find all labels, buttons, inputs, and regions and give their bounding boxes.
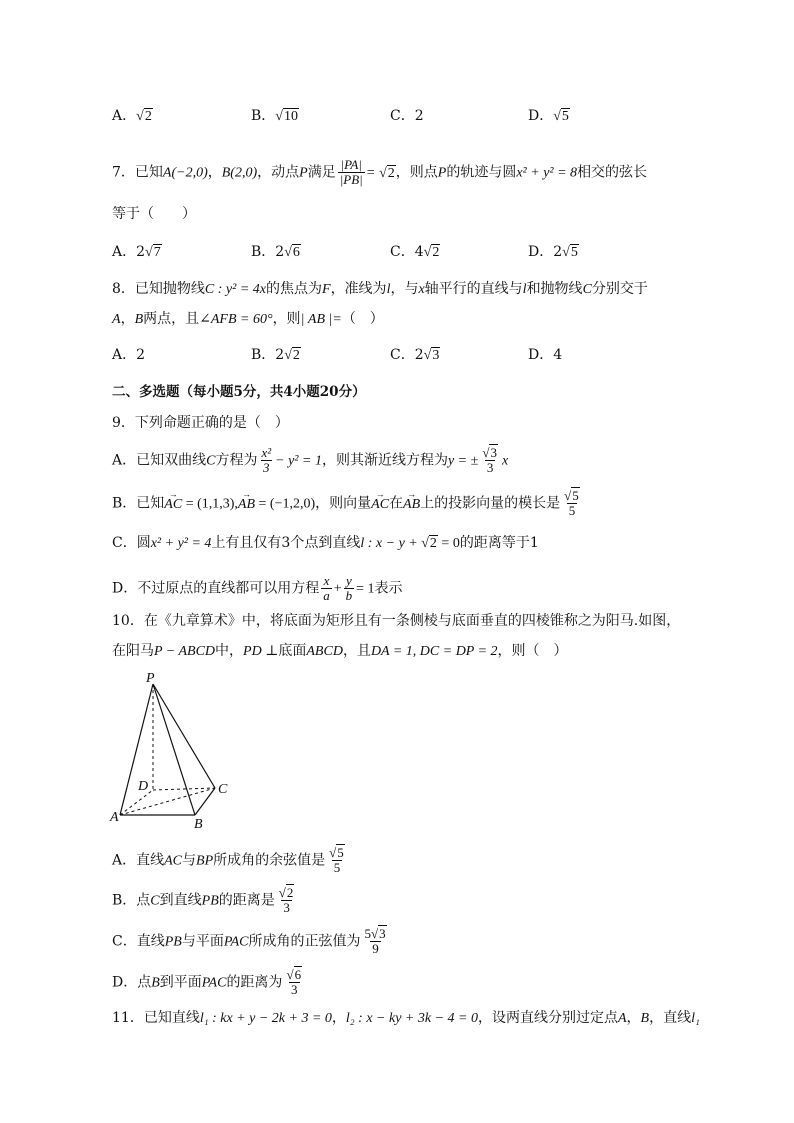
edge-pb: [153, 684, 195, 815]
q9-option-d: D．不过原点的直线都可以用方程 $\frac{x}{a}$ + $\frac{y}{b}$ = 1表示: [112, 573, 403, 603]
q7-option-b: B．2√6: [251, 244, 300, 260]
q8-option-b: B．2√2: [251, 347, 300, 363]
q9-option-b: B．已知→ AC = (1,1,3),→ AB = (−1,2,0)，则向量→ AC在→ AB上的投影向量的模长是 $\frac{√5}{5}$: [112, 489, 584, 518]
q8-option-a: A．2: [112, 347, 146, 363]
edge-ac: [120, 788, 215, 815]
q7-stem-line2: 等于（ ）: [112, 206, 196, 222]
q7-option-a: A．2√7: [112, 244, 161, 260]
q6-option-c: C．2: [390, 108, 424, 124]
edge-pc: [153, 684, 215, 788]
q8-option-d: D．4: [528, 347, 563, 363]
edge-bc: [195, 788, 215, 815]
edge-pa: [120, 684, 153, 815]
q8-stem: 8．已知抛物线C : y² = 4x的焦点为F，准线为l，与x轴平行的直线与l和抛物线C分别交于: [112, 281, 648, 297]
label-d: D: [138, 779, 149, 794]
q10-option-d: D．点B到平面PAC的距离为 $\frac{√6}{3}$: [112, 967, 302, 997]
label-a: A: [110, 810, 119, 825]
q10-option-b: B．点C到直线PB的距离是 $\frac{√2}{3}$: [112, 885, 294, 915]
q6-option-a: A．√2: [112, 108, 152, 124]
q7-stem: 7．已知A(−2,0)，B(2,0)，动点P满足 $\frac{|PA|}{|PB|}$ = √2，则点P的轨迹与圆x² + y² = 8相交的弦长: [112, 157, 648, 187]
edge-dc: [153, 788, 215, 790]
q10-stem: 10．在《九章算术》中，将底面为矩形且有一条侧棱与底面垂直的四棱锥称之为阳马.如图，: [112, 613, 681, 629]
q9-option-a: A．已知双曲线C方程为 $\frac{\text{x²}}{3}$ − y² = 1，则其渐近线方程为y = ± $\frac{√3}{3}$ x: [112, 445, 509, 475]
q6-option-b: B．√10: [251, 108, 298, 124]
q10-option-a: A．直线AC与BP所成角的余弦值是 $\frac{√5}{5}$: [112, 845, 344, 875]
label-b: B: [194, 817, 203, 830]
q10-option-c: C．直线PB与平面PAC所成角的正弦值为 $\frac{5√3}{9}$: [112, 926, 386, 956]
q6-option-d: D．√5: [528, 108, 569, 124]
q8-stem-line2: A，B两点，且∠AFB = 60°，则| AB |=（ ）: [112, 311, 384, 327]
q8-option-c: C．2√3: [390, 347, 440, 363]
q11-stem: 11．已知直线l₁ : kx + y − 2k + 3 = 0，l₂ : x − ky + 3k − 4 = 0，设两直线分别过定点A，B，直线l₁: [112, 1010, 700, 1026]
q10-stem-line2: 在阳马P − ABCD中，PD ⊥底面ABCD，且DA = 1, DC = DP = 2，则（ ）: [112, 643, 568, 659]
label-p: P: [146, 671, 155, 686]
q7-option-c: C．4√2: [390, 244, 440, 260]
label-c: C: [218, 782, 228, 797]
section-heading: 二、多选题（每小题5分，共4小题20分）: [112, 384, 366, 400]
pyramid-figure: [108, 668, 238, 830]
q9-option-c: C．圆x² + y² = 4上有且仅有3个点到直线l : x − y + √2 = 0的距离等于1: [112, 535, 539, 551]
q9-stem: 9．下列命题正确的是（ ）: [112, 415, 289, 431]
q7-option-d: D．2√5: [528, 244, 578, 260]
